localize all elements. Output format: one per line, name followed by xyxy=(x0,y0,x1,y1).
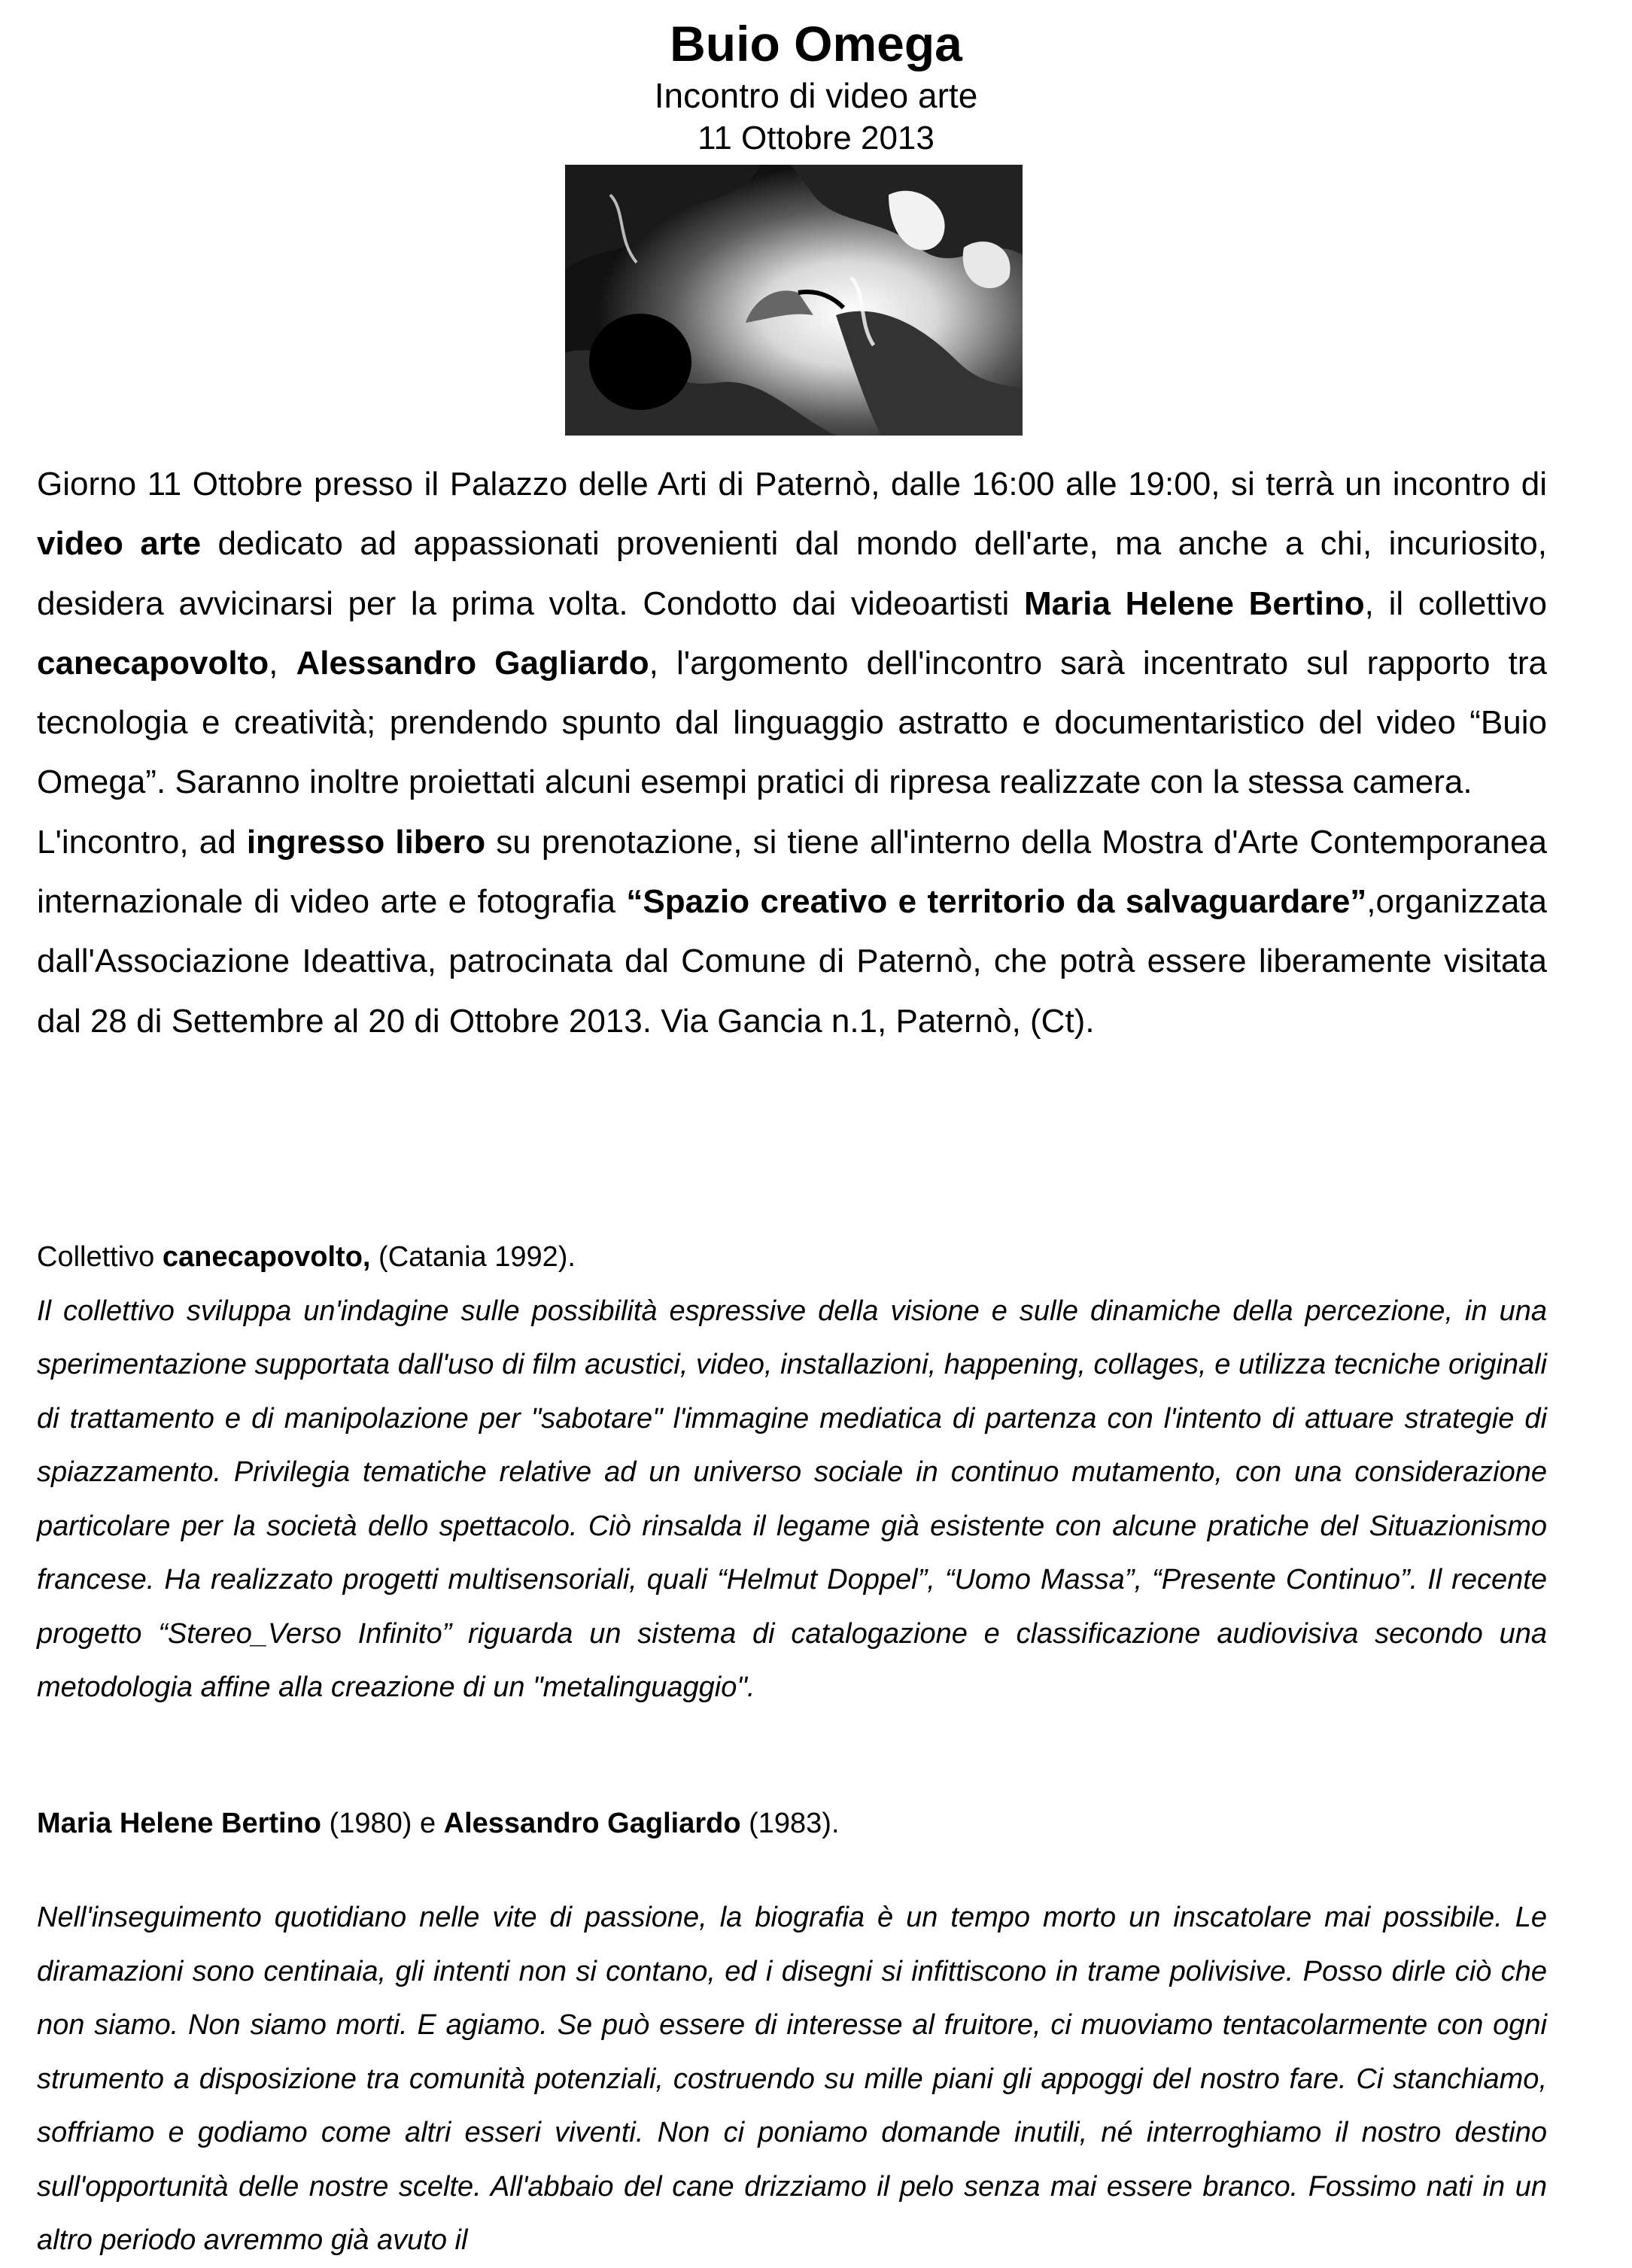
intro-text: , l'argomento dell'incontro sarà incentrato sul rapporto tra tecnologia e creatività; prendendo spunto dal linguaggio astratto e documentaristico del video “Buio Omega”. Saranno inoltre proiettati alcuni esempi pratici di ripresa realizzate con la stessa camera. xyxy=(37,644,1547,801)
intro-paragraph xyxy=(37,454,1547,812)
artist-name: Maria Helene Bertino xyxy=(37,1808,321,1839)
bio-paragraph: Nell'inseguimento quotidiano nelle vite di passione, la biografia è un tempo morto un inscatolare mai possibile. Le diramazioni sono centinaia, gli intenti non si contano, ed i disegni si infittiscono in trame polivisive. Posso dirle ciò che non siamo. Non siamo morti. E agiamo. Se può essere di interesse al fruitore, ci muoviamo tentacolarmente con ogni strumento a disposizione tra comunità potenziali, costruendo su mille piani gli appoggi del nostro fare. Ci stanchiamo, soffriamo e godiamo come altri esseri viventi. Non ci poniamo domande inutili, né interroghiamo il nostro destino sull'opportunità delle nostre scelte. All'abbaio del cane drizziamo il pelo senza mai essere branco. Fossimo nati in un altro periodo avremmo già avuto il xyxy=(37,1902,1547,2256)
info-bold: “Spazio creativo e territorio da salvaguardare” xyxy=(626,883,1367,921)
collettivo-heading-text: (Catania 1992). xyxy=(370,1241,576,1273)
intro-text: , il collettivo xyxy=(1364,584,1548,622)
collettivo-description: Il collettivo sviluppa un'indagine sulle possibilità espressive della visione e sulle dinamiche della percezione, in una sperimentazione supportata dall'uso di film acustici, video, installazioni, happening, collages, e utilizza tecniche originali di trattamento e di manipolazione per "sabotare" l'immagine mediatica di partenza con l'intento di attuare strategie di spiazzamento. Privilegia tematiche relative ad un universo sociale in continuo mutamento, con una considerazione particolare per la società dello spettacolo. Ciò rinsalda il legame già esistente con alcune pratiche del Situazionismo francese. Ha realizzato progetti multisensoriali, quali “Helmut Doppel”, “Uomo Massa”, “Presente Continuo”. Il recente progetto “Stereo_Verso Infinito” riguarda un sistema di catalogazione e classificazione audiovisiva secondo una metodologia affine alla creazione di un "metalinguaggio". xyxy=(37,1295,1547,1703)
intro-bold: Maria Helene Bertino xyxy=(1024,584,1365,622)
info-bold: ingresso libero xyxy=(246,823,486,861)
page-title: Buio Omega xyxy=(670,16,962,71)
artists-section xyxy=(37,1797,1547,1851)
page-subtitle: Incontro di video arte xyxy=(654,76,978,115)
collettivo-heading-text: Collettivo xyxy=(37,1241,163,1273)
intro-text: , xyxy=(269,644,296,682)
abstract-photo-graphic xyxy=(565,165,1023,436)
info-text: ,organizzata dall'Associazione Ideattiva, patrocinata dal Comune di Paternò, che potrà essere liberamente visitata dal 28 di Settembre al 20 di Ottobre 2013. Via Gancia n.1, Paternò, (Ct). xyxy=(37,883,1547,1040)
info-paragraph xyxy=(37,812,1547,1051)
info-text: L'incontro, ad xyxy=(37,823,247,861)
event-date: 11 Ottobre 2013 xyxy=(697,120,935,156)
header xyxy=(0,14,1632,159)
intro-section xyxy=(37,454,1547,1051)
collettivo-heading xyxy=(37,1231,1547,1285)
collettivo-heading-bold: canecapovolto, xyxy=(162,1241,371,1273)
video-still-image xyxy=(565,165,1023,436)
collettivo-section xyxy=(37,1231,1547,1715)
artist-name: Alessandro Gagliardo xyxy=(443,1808,741,1839)
bio-section xyxy=(37,1891,1547,2268)
intro-bold: canecapovolto xyxy=(37,644,269,682)
artist-year: (1980) e xyxy=(321,1808,444,1839)
intro-bold: Alessandro Gagliardo xyxy=(296,644,649,682)
intro-text: Giorno 11 Ottobre presso il Palazzo delle Arti di Paternò, dalle 16:00 alle 19:00, si terrà un incontro di xyxy=(37,466,1547,502)
artist-year: (1983). xyxy=(740,1808,840,1839)
intro-text: dedicato ad appassionati provenienti dal mondo dell'arte, ma anche a chi, incuriosito, desidera avvicinarsi per la prima volta. Condotto dai videoartisti xyxy=(37,525,1547,622)
artists-heading xyxy=(37,1797,1547,1851)
intro-bold: video arte xyxy=(37,525,202,563)
info-text: su prenotazione, si tiene all'interno della Mostra d'Arte Contemporanea internazionale di video arte e fotografia xyxy=(37,823,1547,921)
